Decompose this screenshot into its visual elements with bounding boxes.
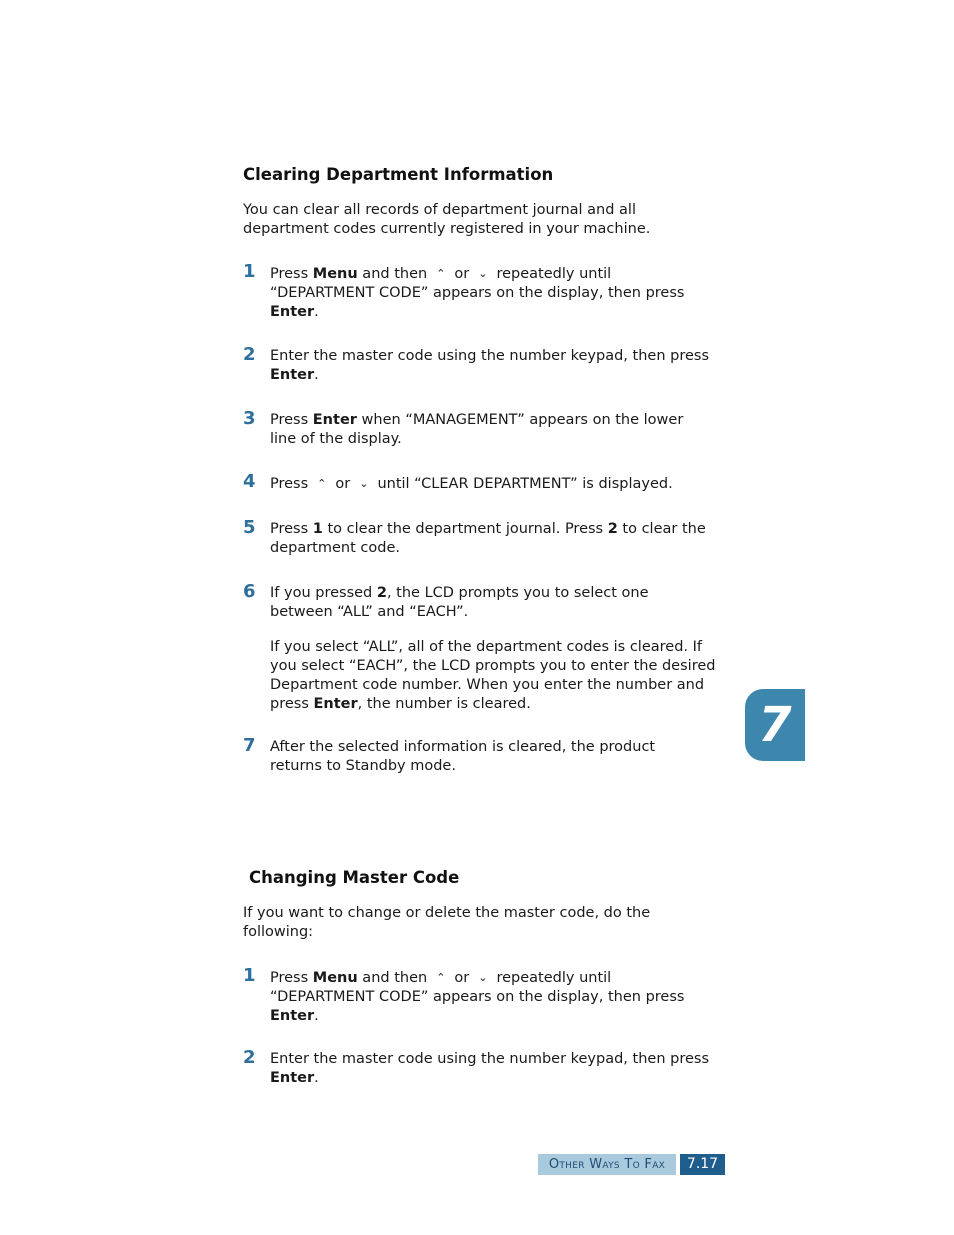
key-2-label: 2 [607, 521, 618, 537]
step-text [270, 411, 710, 449]
step-4 [243, 471, 723, 494]
step-1 [243, 261, 723, 322]
text-run: repeatedly until “DEPARTMENT CODE” appears on the display, then press [270, 970, 685, 1005]
up-arrow-icon: ⌃ [436, 267, 446, 280]
enter-key-label: Enter [312, 412, 357, 428]
step-text [270, 520, 720, 558]
section-title-master-code: Changing Master Code [249, 868, 460, 887]
step-number: 2 [243, 1047, 256, 1068]
down-arrow-icon: ⌄ [478, 267, 488, 280]
text-run: and then [357, 266, 432, 282]
down-arrow-icon: ⌄ [478, 971, 488, 984]
text-run: Press [270, 412, 313, 428]
menu-key-label: Menu [312, 266, 358, 282]
step-text [270, 347, 720, 385]
text-run: or [449, 970, 474, 986]
step-number: 7 [243, 735, 256, 756]
step-2 [243, 1047, 723, 1088]
text-run: to clear the department journal. Press [322, 521, 608, 537]
footer-section-label: Other Ways To Fax [538, 1154, 676, 1175]
down-arrow-icon: ⌄ [359, 477, 369, 490]
step-text [270, 1050, 720, 1088]
text-run: , the number is cleared. [357, 696, 531, 712]
text-run: or [449, 266, 474, 282]
enter-key-label: Enter [270, 1008, 315, 1024]
text-run: Enter the master code using the number keypad, then press [270, 1051, 710, 1067]
section-intro: You can clear all records of department journal and all department codes currently registered in your machine. [243, 202, 651, 237]
step-text [270, 738, 690, 776]
section-title-clearing: Clearing Department Information [243, 165, 554, 184]
enter-key-label: Enter [270, 1070, 315, 1086]
step-5 [243, 517, 723, 558]
up-arrow-icon: ⌃ [317, 477, 327, 490]
text-run: After the selected information is cleared, the product returns to Standby mode. [270, 739, 656, 774]
step-text-continued [270, 638, 720, 714]
text-run: . [314, 304, 319, 320]
text-run: repeatedly until “DEPARTMENT CODE” appears on the display, then press [270, 266, 685, 301]
step-1 [243, 965, 723, 1026]
menu-key-label: Menu [312, 970, 358, 986]
key-2-label: 2 [376, 585, 387, 601]
step-number: 1 [243, 261, 256, 282]
enter-key-label: Enter [313, 696, 358, 712]
page-number: 7.17 [680, 1154, 725, 1175]
text-run: . [314, 367, 319, 383]
step-3 [243, 408, 723, 449]
step-number: 2 [243, 344, 256, 365]
step-number: 1 [243, 965, 256, 986]
step-text [270, 584, 700, 622]
step-text [270, 474, 720, 494]
text-run: . [314, 1070, 319, 1086]
section-intro: If you want to change or delete the master code, do the following: [243, 905, 651, 940]
enter-key-label: Enter [270, 367, 315, 383]
text-run: Press [270, 476, 313, 492]
text-run: Press [270, 970, 313, 986]
text-run: until “CLEAR DEPARTMENT” is displayed. [372, 476, 673, 492]
step-7 [243, 735, 723, 776]
step-text [270, 264, 710, 322]
text-run: and then [357, 970, 432, 986]
key-1-label: 1 [312, 521, 323, 537]
enter-key-label: Enter [270, 304, 315, 320]
text-run: If you pressed [270, 585, 377, 601]
step-2 [243, 344, 723, 385]
step-number: 6 [243, 581, 256, 602]
text-run: or [330, 476, 355, 492]
text-run: If you select “ALL”, all of the department codes is cleared. If you select “EACH”, the LCD prompts you to enter the desired Department code number. When you enter the number and press [270, 639, 716, 712]
text-run: . [314, 1008, 319, 1024]
text-run: Enter the master code using the number keypad, then press [270, 348, 710, 364]
chapter-tab: 7 [745, 689, 805, 761]
step-number: 4 [243, 471, 256, 492]
text-run: , the LCD prompts you to select one between “ALL” and “EACH”. [270, 585, 649, 620]
up-arrow-icon: ⌃ [436, 971, 446, 984]
text-run: Press [270, 266, 313, 282]
text-run: to clear the department code. [270, 521, 706, 556]
step-number: 3 [243, 408, 256, 429]
step-text [270, 968, 710, 1026]
step-6 [243, 581, 723, 714]
text-run: Press [270, 521, 313, 537]
text-run: when “MANAGEMENT” appears on the lower line of the display. [270, 412, 684, 447]
step-number: 5 [243, 517, 256, 538]
